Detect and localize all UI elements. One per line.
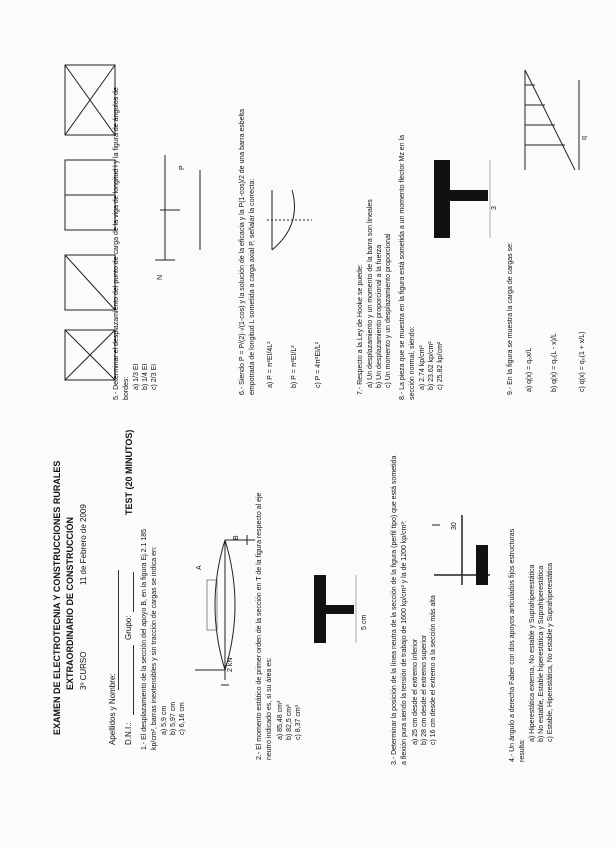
q3-text: 3.- Determinar la posición de la línea neutra de la sección de la figura (perfil tipo) que está sometida [391, 455, 398, 765]
q2-option-c[interactable]: c) 8,37 cm³ [295, 704, 302, 740]
q6-option-b[interactable]: b) P = π²EI/L² [291, 345, 298, 388]
q5-option-a[interactable]: a) 1/3 EI [133, 363, 140, 390]
q2-option-b[interactable]: b) 82,5 cm³ [286, 704, 293, 740]
q3-figure-profile [432, 515, 492, 595]
q8-option-c[interactable]: c) 25.82 kp/cm² [437, 341, 444, 390]
q2-option-a[interactable]: a) 85,48 cm³ [277, 700, 284, 740]
q7-option-c[interactable]: c) Un momento y un desplazamiento proporcional [385, 233, 392, 388]
q8-figure-t-section [432, 160, 492, 240]
q1-option-c[interactable]: c) 6,16 cm [179, 702, 186, 735]
q1-figure-point-a: A [196, 565, 203, 570]
q2-figure-dim: 5 cm [361, 614, 368, 630]
q9-figure-point-q: q [581, 136, 588, 140]
q4-text: 4.- Un ángulo a derecha Faber con dos apoyos articulados fijos estructuras [509, 528, 516, 762]
q6-figure-column [262, 180, 322, 260]
q4-option-a[interactable]: a) Hiperestática externa, No estable y Suprahiperestática [529, 564, 536, 742]
q3-option-c[interactable]: c) 16 cm desde el extremo a la sección más alta [430, 595, 437, 745]
surname-line[interactable] [118, 570, 119, 690]
q8-option-a[interactable]: a) 2.74 kp/cm² [419, 345, 426, 390]
q2-text-2: neutro indicado es, si su área es: [266, 657, 273, 760]
header-date: 11 de Febrero de 2009 [79, 504, 88, 585]
header-subtitle: EXTRAORDINARIO DE CONSTRUCCIÓN [65, 516, 75, 690]
q2-text: 2.- El momento estático de primer orden de la sección en T de la figura respecto al eje [256, 492, 263, 760]
q1-option-a[interactable]: a) 5,9 cm [161, 705, 168, 735]
test-label: TEST (20 MINUTOS) [124, 429, 134, 515]
q7-option-a[interactable]: a) Un desplazamiento y un momento de la barra son lineales [367, 199, 374, 388]
q5-text-2: bordes: [123, 376, 130, 400]
q1-figure-point-b: B [233, 535, 240, 540]
q8-figure-dim: 3 [491, 206, 498, 210]
q5-figure-point-n: N [157, 274, 164, 280]
q6-text: 6.- Siendo P = P/(2)·√(1-cos) y la solución de la eficacia y la P(1-cos)/2 de una barra esbelta [239, 109, 246, 395]
q5-text: 5.- Determinar el desplazamiento del punto de carga de la viga de longitud l y la figura de ángulos de [113, 87, 120, 400]
q9-text: 9.- En la figura se muestra la carga de cargas se: [507, 242, 514, 395]
q5-option-c[interactable]: c) 2/3 EI [151, 363, 158, 390]
q1-text-2: kp/cm², barras inextensibles y sin tracción de cargas se indica en: [151, 546, 158, 750]
header-title: EXAMEN DE ELECTROTECNIA Y CONSTRUCCIONES RURALES [52, 460, 62, 735]
q2-figure-t-section [312, 575, 357, 645]
q6-option-a[interactable]: a) P = π²EI/4L² [267, 341, 274, 388]
q4-option-b[interactable]: b) No estable, Estable hiperestática y Suprahiperestática [538, 565, 545, 742]
q9-option-c[interactable]: c) q(x) = q₀(1 + x/L) [579, 331, 586, 392]
q9-figure-load [515, 60, 595, 180]
q5-figure-point-p: P [179, 165, 186, 170]
surname-label: Apellidos y Nombre: [108, 673, 117, 745]
q7-option-b[interactable]: b) Un desplazamiento proporcional a la fuerza [376, 244, 383, 388]
q9-option-b[interactable]: b) q(x) = q₀(L - x)/L [551, 333, 558, 392]
q3-text-2: a flexión pura siendo la tensión de trabajo de 1600 kp/cm² y la de 1200 kp/cm²: [401, 520, 408, 765]
q1-figure-load: 2 kN [227, 657, 234, 672]
q4-option-c[interactable]: c) Estable, Hiperestática, No estable y Suprahiperestática [547, 563, 554, 742]
q6-option-c[interactable]: c) P = 4π²EI/L² [315, 341, 322, 388]
q3-option-b[interactable]: b) 28 cm desde el extremo superior [421, 634, 428, 745]
header-course: 3º CURSO [79, 651, 88, 690]
q9-option-a[interactable]: a) q(x) = q₀x/L [526, 347, 533, 392]
q5-option-b[interactable]: b) 1/4 EI [142, 363, 149, 390]
q6-text-2: empotrada de longitud L sometida a carga axial P, señalar la correcta: [249, 178, 256, 395]
dni-label: D.N.I.: [124, 722, 133, 745]
q3-figure-dim: 30 [451, 522, 458, 530]
q7-text: 7.- Respecto a la Ley de Hooke se puede: [357, 264, 364, 395]
dni-line[interactable] [133, 645, 134, 715]
q8-option-b[interactable]: b) 23.62 kp/cm² [428, 341, 435, 390]
group-label: Grupo: [124, 615, 133, 640]
q8-text: 8.- La pieza que se muestra en la figura está sometida a un momento flector Mz en la [399, 135, 406, 400]
q1-option-b[interactable]: b) 5,97 cm [170, 701, 177, 735]
group-line[interactable] [133, 572, 134, 612]
q1-figure [185, 520, 265, 690]
q4-text-2: resulta: [519, 739, 526, 762]
q3-option-a[interactable]: a) 25 cm desde el extremo inferior [412, 638, 419, 745]
q8-text-2: sección normal, siendo: [409, 326, 416, 400]
q1-text: 1.- El desplazamiento de la sección del apoyo B, en la figura Ej.2.1 185 [141, 528, 148, 750]
